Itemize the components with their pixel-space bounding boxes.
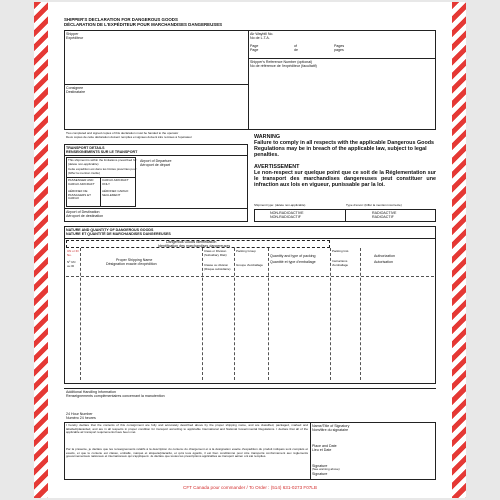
cargo-only-option[interactable]: CARGO AIRCRAFT ONLY	[102, 178, 129, 186]
col-pg-fr: Groupe d'emballage	[236, 263, 263, 267]
completion-note-fr: Deux copies de cette déclaration doivent remplies et signées doivent être remises à l'opérateur	[66, 135, 192, 139]
air-waybill-label-fr: No de L.T.A.	[250, 36, 270, 40]
dangerous-goods-entry-area[interactable]	[66, 278, 434, 380]
form-content	[56, 8, 444, 488]
air-waybill-field[interactable]	[296, 32, 434, 40]
consignee-label-fr: Destinataire	[66, 90, 86, 94]
page-label-fr: Page	[250, 48, 259, 52]
departure-label-fr: Aéroport de départ	[140, 163, 170, 167]
col-class-en: Class or Division (Subsidiary Risk)	[204, 249, 227, 257]
form-title-fr: DÉCLARATION DE L'EXPÉDITEUR POUR MARCHANDISES DANGEREUSES	[64, 22, 223, 27]
destination-field[interactable]	[116, 210, 244, 220]
passenger-cargo-option[interactable]: PASSENGER AND CARGO AIRCRAFT	[68, 178, 95, 186]
form-title-en: SHIPPER'S DECLARATION FOR DANGEROUS GOODS	[64, 17, 178, 22]
air-waybill-label-en: Air Waybill No.	[250, 32, 274, 36]
signatory-name-field[interactable]	[312, 433, 434, 441]
warning-body-fr: Le non-respect sur quelque point que ce soit de la Réglementation sur le transport des marchandises dangereuses peut constituer une infraction aux lois en vigueur, punissable par la loi.	[254, 170, 436, 188]
of-label-en: of	[294, 44, 297, 48]
declaration-text-en: I hereby declare that the contents of this consignment are fully and accurately described above by the proper shipping name, and are classified, packaged, marked and labelled/placarded, and are in all respects in proper condition for transport according to applicable International and National Governmental Regulations. I declare that all of the applicable air transport requirements have been met.	[66, 423, 308, 434]
col-un-fr: Nº UN ou ID	[67, 260, 76, 268]
signature-label-fr: Signature	[312, 472, 328, 476]
limitations-sub-fr: (biffer la mention inutile)	[68, 171, 100, 175]
shipper-field[interactable]	[66, 42, 244, 82]
limitations-sub-en: (delete non-applicable)	[68, 162, 99, 166]
transport-title-en: TRANSPORT DETAILS	[66, 146, 105, 150]
ident-label-en: Dangerous Goods Identification	[166, 240, 217, 244]
declaration-text-fr: Par la présente, je déclare que les renseignements relatifs à la description du contenu du chargement et à la désignation exacte d'expédition du produit indiqués sont complets et exacts, et que le contenu est classé, emballé, marqué et étiqueté/placardé, et qu'à tous égards, il est bien conditionné pour être transporté conformément aux règlements gouvernementaux nationaux et internationaux qui s'appliquent. Je déclare que toutes les prescriptions applicables au transport aérien ont été remplies.	[66, 447, 308, 458]
signature-field[interactable]	[346, 464, 434, 478]
radioactive-option[interactable]: RADIOACTIVE	[372, 211, 397, 215]
emergency-number-label-en: 24 Hour Number	[66, 412, 93, 416]
consignee-label-en: Consignee	[66, 86, 84, 90]
signature-sub-label: (See warning above)	[312, 467, 340, 471]
ident-label-fr: Identification des marchandises dangereuses	[158, 244, 231, 248]
signatory-name-label-fr: Nom/titre du signataire	[312, 428, 349, 432]
shipment-type-fr: Type d'envoi: (biffer la mention incorrecte)	[346, 203, 402, 207]
col-qty-en: Quantity and type of packing	[270, 254, 316, 258]
col-pi-fr: Instructions d'emballage	[332, 259, 349, 267]
order-footer: CFT Canada pour commander / To Order : (514) 631-0273 F07LB	[183, 485, 317, 490]
shipment-type-en: Shipment type: (delete non-applicable)	[254, 203, 306, 207]
nature-title-fr: NATURE ET QUANTITÉ DE MARCHANDISES DANGEREUSES	[66, 232, 171, 236]
shipper-ref-label-en: Shipper's Reference Number (optional)	[250, 60, 313, 64]
completion-note-en: Two completed and signed copies of this declaration must be handed to the operator	[66, 131, 179, 135]
of-label-fr: de	[294, 48, 298, 52]
col-auth-fr: Autorisation	[374, 260, 393, 264]
col-psn-en: Proper Shipping Name	[116, 258, 153, 262]
warning-title-fr: AVERTISSEMENT	[254, 164, 300, 170]
passenger-cargo-option-fr: AÉRONEF DE PASSAGERS ET CARGO	[68, 189, 91, 200]
departure-label-en: Airport of Departure	[140, 159, 172, 163]
shipper-ref-field[interactable]	[250, 70, 434, 82]
col-class-fr: Classe ou division (Risque subsidiaire)	[204, 263, 231, 271]
declaration-form-page	[34, 2, 466, 498]
emergency-number-field[interactable]	[116, 412, 316, 420]
col-auth-en: Authorization	[374, 254, 395, 258]
shipper-label-en: Shipper	[66, 32, 79, 36]
col-qty-fr: Quantité et type d'emballage	[270, 260, 316, 264]
destination-label-en: Airport of Destination	[66, 210, 100, 214]
pages-label-en: Pages	[334, 44, 345, 48]
place-date-label-en: Place and Date	[312, 444, 337, 448]
col-pi-en: Packing Inst.	[332, 249, 350, 253]
handling-label-en: Additional Handling Information	[66, 390, 116, 394]
warning-title-en: WARNING	[254, 134, 281, 140]
place-date-label-fr: Lieu et Date	[312, 448, 332, 452]
right-hazard-border	[452, 2, 466, 498]
shipper-ref-label-fr: No de référence de l'expéditeur (facultatif)	[250, 64, 317, 68]
cargo-only-option-fr: AÉRONEF CARGO SEULEMENT	[102, 189, 129, 197]
handling-label-fr: Renseignements complémentaires concernant la manutention	[66, 394, 165, 398]
signature-label-en: Signature	[312, 464, 328, 468]
consignee-field[interactable]	[66, 96, 244, 128]
col-un-en: UN or ID No.	[67, 249, 79, 257]
handling-field[interactable]	[66, 400, 434, 410]
transport-title-fr: RENSEIGNEMENTS SUR LE TRANSPORT	[66, 150, 138, 154]
nature-title-en: NATURE AND QUANTITY OF DANGEROUS GOODS	[66, 228, 154, 232]
col-pg-en: Packing Group	[236, 249, 256, 253]
warning-body-en: Failure to comply in all respects with the applicable Dangerous Goods Regulations may be in breach of the applicable law, subject to legal penalties.	[254, 140, 435, 158]
col-psn-fr: Désignation exacte d'expédition	[106, 262, 157, 266]
shipper-label-fr: Expéditeur	[66, 36, 84, 40]
limitations-en: This shipment is within the limitations prescribed for:	[68, 158, 138, 162]
place-date-field[interactable]	[312, 453, 434, 461]
non-radioactive-option[interactable]: NON-RADIOACTIVE	[270, 211, 304, 215]
signatory-name-label-en: Name/Title of Signatory	[312, 424, 350, 428]
non-radioactive-option-fr: NON-RADIOACTIF	[270, 215, 301, 219]
limitations-fr: Cette expédition est dans les limites prescrites pour:	[68, 167, 138, 171]
pages-label-fr: pages	[334, 48, 344, 52]
departure-field[interactable]	[140, 168, 244, 206]
destination-label-fr: Aéroport de destination	[66, 214, 104, 218]
emergency-number-label-fr: Numéro 24 heures	[66, 416, 96, 420]
radioactive-option-fr: RADIOACTIF	[372, 215, 394, 219]
page-label-en: Page	[250, 44, 259, 48]
left-hazard-border	[34, 2, 48, 498]
